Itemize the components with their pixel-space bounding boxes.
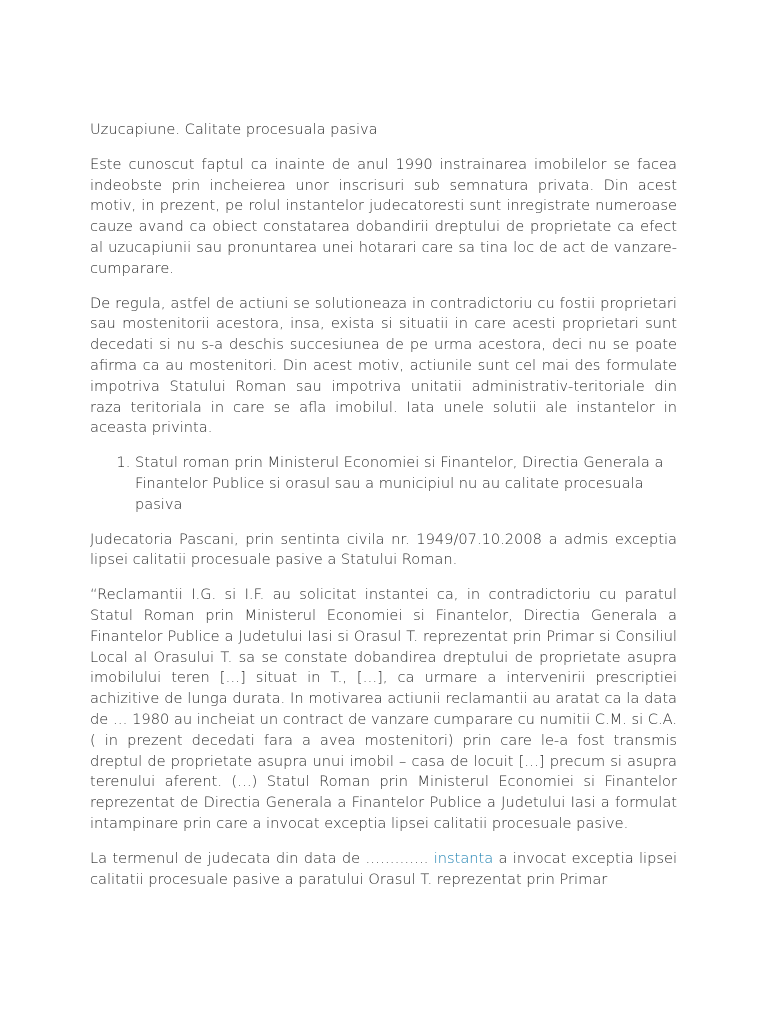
instanta-link[interactable]: instanta: [433, 849, 494, 867]
paragraph-court-ruling: Judecatoria Pascani, prin sentinta civila nr. 1949/07.10.2008 a admis exceptia lipsei calitatii procesuale pasive a Statului Roman.: [90, 530, 677, 569]
document-title: Uzucapiune. Calitate procesuala pasiva: [90, 121, 378, 138]
paragraph-quote: “Reclamantii I.G. si I.F. au solicitat instantei ca, in contradictoriu cu paratul Statul Roman prin Ministerul Economiei si Finantelor, Directia Generala a Finantelor Publice a Judetului Iasi si Orasul T. reprezentat prin Primar si Consiliul Local al Orasului T. sa se constate dobandirea dreptului de proprietate asupra imobilului teren […] situat in T., […], ca urmare a intervenirii prescriptiei achizitive de lunga durata. In motivarea actiunii reclamantii au aratat ca la data de … 1980 au incheiat un contract de vanzare cumparare cu numitii C.M. si C.A. ( in prezent decedati fara a avea mostenitori) prin care le-a fost transmis dreptul de proprietate asupra unui imobil – casa de locuit […] precum si asupra terenului aferent. (…) Statul Roman prin Ministerul Economiei si Finantelor reprezentat de Directia Generala a Finantelor Publice a Judetului Iasi a formulat intampinare prin care a invocat exceptia lipsei calitatii procesuale pasive.: [90, 586, 677, 832]
paragraph-term-start: La termenul de judecata din data de ………….: [90, 849, 434, 867]
paragraph-context: De regula, astfel de actiuni se solutioneaza in contradictoriu cu fostii proprietari sau mostenitorii acestora, insa, exista si situatii in care acesti proprietari sunt decedati si nu s-a deschis succesiunea de pe urma acestora, deci nu se poate afirma ca au mostenitori. Din acest motiv, actiunile sunt cel mai des formulate impotriva Statului Roman sau impotriva unitatii administrativ-teritoriale din raza teritoriala in care se afla imobilul. Iata unele solutii ale instantelor in aceasta privinta.: [90, 294, 677, 437]
document-page: [90, 120, 677, 904]
paragraph-term: [90, 849, 677, 891]
numbered-list: [90, 453, 677, 515]
paragraph-intro: Este cunoscut faptul ca inainte de anul 1990 instrainarea imobilelor se facea indeobste prin incheierea unor inscrisuri sub semnatura privata. Din acest motiv, in prezent, pe rolul instantelor judecatoresti sunt inregistrate numeroase cauze avand ca obiect constatarea dobandirii dreptului de proprietate ca efect al uzucapiunii sau pronuntarea unei hotarari care sa tina loc de act de vanzare-cumparare.: [90, 155, 677, 277]
paragraph-term-end: a invocat exceptia lipsei calitatii procesuale pasive a paratului Orasul T. reprezentat prin Primar: [90, 849, 678, 888]
list-item: 1. Statul roman prin Ministerul Economiei si Finantelor, Directia Generala a Finantelor Publice si orasul sau a municipiul nu au calitate procesuala pasiva: [135, 453, 677, 515]
